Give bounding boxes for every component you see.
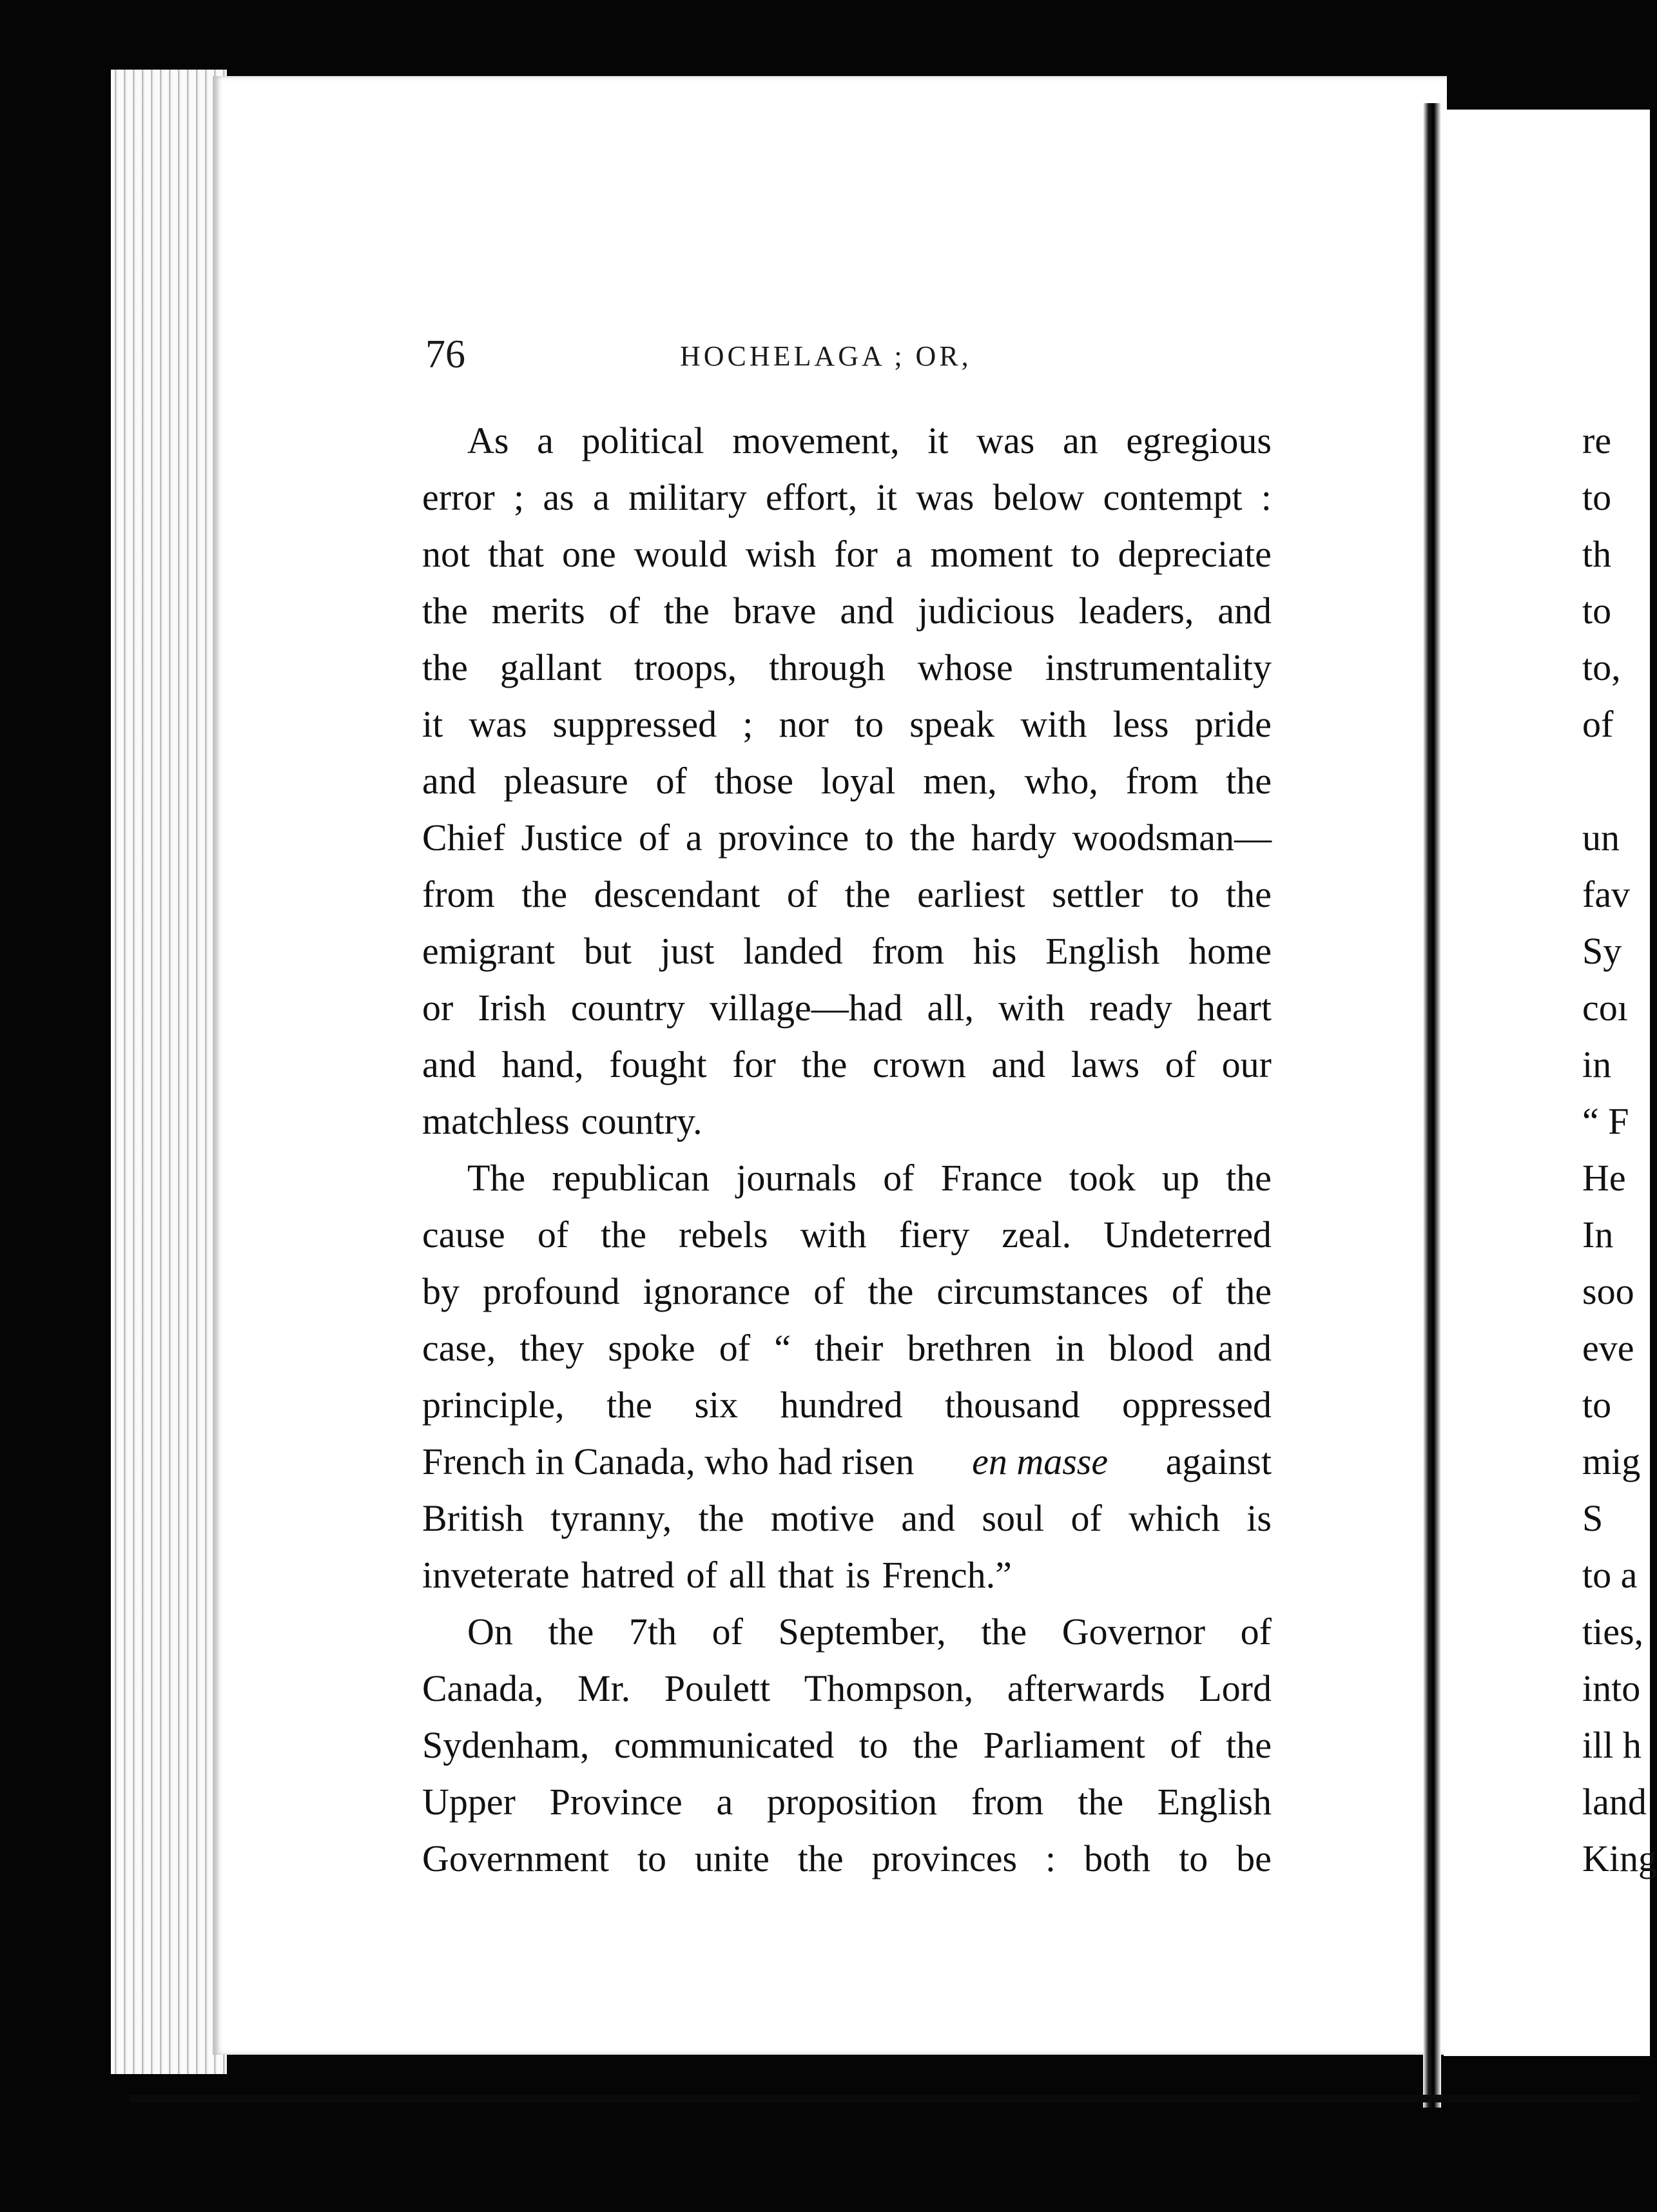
- word: the: [1226, 873, 1272, 915]
- text-line: [422, 980, 1272, 1036]
- text-line-with-italic: [422, 1433, 1272, 1490]
- word: the: [1226, 1270, 1272, 1312]
- word: 7th: [628, 1611, 677, 1653]
- word: :: [1261, 476, 1272, 518]
- word: to: [637, 1838, 666, 1879]
- word: province: [718, 817, 849, 859]
- word: to: [864, 817, 894, 859]
- word: and: [1217, 590, 1272, 632]
- text-line: [422, 1150, 1272, 1207]
- word: the: [601, 1214, 647, 1256]
- word: gallant: [499, 646, 602, 688]
- word: but: [583, 930, 632, 972]
- word: hand,: [501, 1043, 584, 1085]
- word: emigrant: [422, 930, 556, 972]
- word: proposition: [766, 1781, 938, 1823]
- word: and: [840, 590, 895, 632]
- word: the: [521, 873, 568, 915]
- word: to: [1179, 1838, 1208, 1879]
- word: and: [991, 1043, 1046, 1085]
- word: instrumentality: [1045, 646, 1272, 688]
- word: a: [716, 1781, 733, 1823]
- facing-page-line: th: [1582, 533, 1612, 575]
- word: was: [916, 476, 974, 518]
- word: their: [815, 1327, 884, 1369]
- word: less: [1112, 703, 1169, 745]
- facing-page-line: coı: [1582, 987, 1628, 1029]
- text-line: [422, 1547, 1272, 1604]
- word: Lord: [1199, 1667, 1272, 1709]
- facing-page-line: S: [1582, 1497, 1604, 1539]
- word: an: [1063, 420, 1098, 461]
- word: ;: [513, 476, 525, 518]
- word: those: [714, 760, 793, 802]
- word: Governor: [1061, 1611, 1206, 1653]
- word: the: [1226, 1724, 1272, 1766]
- word: Irish: [478, 987, 547, 1029]
- word: circumstances: [936, 1270, 1148, 1312]
- facing-page-line: to a: [1582, 1554, 1638, 1596]
- word: the: [1078, 1781, 1124, 1823]
- word: ;: [742, 703, 753, 745]
- word: cause: [422, 1214, 505, 1256]
- word: landed: [743, 930, 843, 972]
- word: to: [1071, 533, 1100, 575]
- word: and: [1217, 1327, 1272, 1369]
- word: French.”: [882, 1554, 1012, 1596]
- word: British: [422, 1497, 524, 1539]
- word: who,: [1024, 760, 1098, 802]
- word: crown: [872, 1043, 966, 1085]
- facing-page-line: soo: [1582, 1270, 1634, 1312]
- word: Upper: [422, 1781, 516, 1823]
- word: the: [1226, 760, 1272, 802]
- word: it: [876, 476, 897, 518]
- word: troops,: [634, 646, 737, 688]
- word: that: [488, 533, 545, 575]
- word: movement,: [732, 420, 900, 461]
- word: Province: [549, 1781, 683, 1823]
- text-line: [422, 866, 1272, 923]
- word: to: [1170, 873, 1199, 915]
- text-line: [422, 1036, 1272, 1093]
- word: case,: [422, 1327, 496, 1369]
- facing-page-line: land: [1582, 1781, 1647, 1823]
- word: six: [694, 1384, 739, 1426]
- word: which: [1129, 1497, 1220, 1539]
- word: home: [1188, 930, 1272, 972]
- word: Sydenham,: [422, 1724, 590, 1766]
- word: Poulett: [664, 1667, 771, 1709]
- word: of: [1071, 1497, 1102, 1539]
- scan-bottom-edge: [129, 2095, 1640, 2102]
- word: effort,: [766, 476, 858, 518]
- facing-page-line: ill h: [1582, 1724, 1642, 1766]
- word: country.: [581, 1100, 703, 1142]
- text-line: [422, 810, 1272, 866]
- running-head: [425, 329, 1270, 380]
- word: “: [774, 1327, 791, 1369]
- word: hundred: [780, 1384, 903, 1426]
- page-number: 76: [425, 333, 465, 376]
- word: Parliament: [983, 1724, 1145, 1766]
- facing-page-line: ties,: [1582, 1611, 1644, 1653]
- word: of: [1240, 1611, 1272, 1653]
- word: fought: [609, 1043, 707, 1085]
- word: woodsman—: [1072, 817, 1272, 859]
- text-line: [422, 1263, 1272, 1320]
- word: village—had: [709, 987, 903, 1029]
- word: the: [909, 817, 956, 859]
- word: for: [732, 1043, 776, 1085]
- word: they: [519, 1327, 585, 1369]
- text-segment: French in Canada, who had risen: [422, 1441, 915, 1482]
- word: Undeterred: [1103, 1214, 1272, 1256]
- facing-page-line: to: [1582, 590, 1612, 632]
- word: of: [686, 1554, 717, 1596]
- word: the: [1226, 1157, 1272, 1199]
- word: from: [422, 873, 495, 915]
- facing-page-line: “ F: [1582, 1100, 1629, 1142]
- facing-page-line: to,: [1582, 646, 1621, 688]
- word: both: [1084, 1838, 1151, 1879]
- word: nor: [779, 703, 829, 745]
- word: settler: [1052, 873, 1143, 915]
- text-line: [422, 1490, 1272, 1547]
- body-text: [422, 412, 1272, 1887]
- facing-page-line: He: [1582, 1157, 1626, 1199]
- book-gutter: [1423, 103, 1441, 2108]
- word: the: [698, 1497, 744, 1539]
- facing-page-text-fragment: [1582, 412, 1657, 1887]
- word: a: [895, 533, 913, 575]
- word: and: [901, 1497, 956, 1539]
- word: his: [973, 930, 1017, 972]
- word: hardy: [971, 817, 1057, 859]
- word: On: [467, 1611, 513, 1653]
- word: the: [422, 646, 468, 688]
- word: Canada,: [422, 1667, 544, 1709]
- word: the: [867, 1270, 914, 1312]
- word: from: [971, 1781, 1044, 1823]
- word: of: [719, 1327, 751, 1369]
- text-line: [422, 1207, 1272, 1263]
- word: be: [1236, 1838, 1272, 1879]
- word: to: [858, 1724, 888, 1766]
- word: it: [422, 703, 443, 745]
- word: brave: [733, 590, 817, 632]
- text-line: [422, 1717, 1272, 1774]
- word: military: [628, 476, 747, 518]
- word: of: [883, 1157, 915, 1199]
- word: inveterate: [422, 1554, 570, 1596]
- word: one: [562, 533, 616, 575]
- word: the: [797, 1838, 844, 1879]
- word: with: [1020, 703, 1087, 745]
- word: and: [422, 760, 476, 802]
- word: for: [834, 533, 878, 575]
- word: loyal: [820, 760, 896, 802]
- running-head-title: HOCHELAGA ; OR,: [680, 340, 972, 372]
- word: afterwards: [1007, 1667, 1165, 1709]
- text-line: [422, 696, 1272, 753]
- word: Thompson,: [804, 1667, 974, 1709]
- text-line: [422, 1774, 1272, 1830]
- word: is: [845, 1554, 871, 1596]
- word: Government: [422, 1838, 609, 1879]
- word: of: [813, 1270, 845, 1312]
- text-line: [422, 1377, 1272, 1433]
- word: matchless: [422, 1100, 570, 1142]
- word: of: [712, 1611, 743, 1653]
- word: September,: [778, 1611, 946, 1653]
- word: Mr.: [577, 1667, 631, 1709]
- word: was: [976, 420, 1035, 461]
- word: rebels: [679, 1214, 768, 1256]
- word: France: [940, 1157, 1043, 1199]
- word: provinces: [871, 1838, 1018, 1879]
- word: whose: [917, 646, 1013, 688]
- word: communicated: [614, 1724, 835, 1766]
- word: in: [1055, 1327, 1085, 1369]
- word: merits: [491, 590, 585, 632]
- word: with: [998, 987, 1065, 1029]
- word: heart: [1197, 987, 1272, 1029]
- word: speak: [909, 703, 995, 745]
- word: took: [1069, 1157, 1136, 1199]
- text-line: [422, 1320, 1272, 1377]
- text-line: [422, 1660, 1272, 1717]
- word: spoke: [608, 1327, 695, 1369]
- word: the: [913, 1724, 959, 1766]
- word: leaders,: [1078, 590, 1194, 632]
- word: zeal.: [1002, 1214, 1072, 1256]
- text-line: [422, 469, 1272, 526]
- word: earliest: [917, 873, 1025, 915]
- facing-page-line: to: [1582, 476, 1612, 518]
- word: As: [467, 420, 509, 461]
- word: tyranny,: [550, 1497, 672, 1539]
- word: the: [606, 1384, 652, 1426]
- word: a: [685, 817, 703, 859]
- word: profound: [482, 1270, 620, 1312]
- word: from: [1125, 760, 1199, 802]
- word: below: [993, 476, 1085, 518]
- word: egregious: [1126, 420, 1272, 461]
- text-line: [422, 412, 1272, 469]
- facing-page-line: in: [1582, 1043, 1612, 1085]
- word: a: [593, 476, 610, 518]
- word: blood: [1108, 1327, 1194, 1369]
- word: moment: [930, 533, 1053, 575]
- word: all,: [927, 987, 974, 1029]
- word: men,: [923, 760, 997, 802]
- text-line: [422, 639, 1272, 696]
- word: descendant: [594, 873, 761, 915]
- word: English: [1045, 930, 1160, 972]
- word: pride: [1194, 703, 1272, 745]
- word: of: [638, 817, 670, 859]
- word: oppressed: [1122, 1384, 1272, 1426]
- text-line: [422, 1830, 1272, 1887]
- word: judicious: [918, 590, 1055, 632]
- facing-page-line: In: [1582, 1214, 1614, 1256]
- word: of: [1170, 1724, 1201, 1766]
- facing-page-line: into: [1582, 1667, 1641, 1709]
- word: journals: [736, 1157, 857, 1199]
- word: English: [1157, 1781, 1272, 1823]
- facing-page-line: re: [1582, 420, 1612, 461]
- word: as: [543, 476, 574, 518]
- word: pleasure: [503, 760, 628, 802]
- word: not: [422, 533, 470, 575]
- word: of: [655, 760, 687, 802]
- word: :: [1045, 1838, 1056, 1879]
- word: is: [1246, 1497, 1272, 1539]
- word: or: [422, 987, 454, 1029]
- word: just: [660, 930, 715, 972]
- word: through: [769, 646, 886, 688]
- word: laws: [1071, 1043, 1140, 1085]
- word: political: [581, 420, 704, 461]
- word: of: [1171, 1270, 1203, 1312]
- facing-page-line: King: [1582, 1838, 1657, 1879]
- word: motive: [770, 1497, 875, 1539]
- word: it: [927, 420, 949, 461]
- word: Chief: [422, 817, 505, 859]
- word: the: [801, 1043, 848, 1085]
- word: the: [663, 590, 710, 632]
- word: our: [1221, 1043, 1272, 1085]
- italic-phrase: en masse: [972, 1441, 1109, 1482]
- text-line: [422, 1093, 1272, 1150]
- word: a: [537, 420, 554, 461]
- facing-page-line: un: [1582, 817, 1620, 859]
- text-line: [422, 923, 1272, 980]
- text-line: [422, 1604, 1272, 1660]
- word: of: [537, 1214, 569, 1256]
- facing-page-line: fav: [1582, 873, 1631, 915]
- word: would: [634, 533, 728, 575]
- text-segment: against: [1165, 1441, 1272, 1482]
- word: of: [786, 873, 819, 915]
- word: and: [422, 1043, 476, 1085]
- word: republican: [552, 1157, 710, 1199]
- word: of: [608, 590, 640, 632]
- word: brethren: [907, 1327, 1032, 1369]
- word: by: [422, 1270, 460, 1312]
- word: was: [469, 703, 527, 745]
- word: to: [854, 703, 884, 745]
- word: soul: [982, 1497, 1045, 1539]
- page-edges: [111, 70, 227, 2074]
- word: depreciate: [1118, 533, 1272, 575]
- text-line: [422, 753, 1272, 810]
- word: principle,: [422, 1384, 565, 1426]
- word: error: [422, 476, 495, 518]
- facing-page-line: of: [1582, 703, 1614, 745]
- word: contempt: [1103, 476, 1243, 518]
- word: fiery: [898, 1214, 970, 1256]
- text-line: [422, 526, 1272, 583]
- word: The: [467, 1157, 526, 1199]
- word: from: [871, 930, 945, 972]
- word: the: [844, 873, 891, 915]
- word: the: [981, 1611, 1027, 1653]
- word: of: [1165, 1043, 1197, 1085]
- facing-page-line: to: [1582, 1384, 1612, 1426]
- word: all: [728, 1554, 766, 1596]
- facing-page-line: [1582, 753, 1640, 810]
- word: hatred: [581, 1554, 675, 1596]
- word: up: [1161, 1157, 1199, 1199]
- word: Justice: [521, 817, 623, 859]
- word: the: [548, 1611, 594, 1653]
- word: that: [777, 1554, 834, 1596]
- text-line: [422, 583, 1272, 639]
- word: suppressed: [552, 703, 717, 745]
- word: ready: [1089, 987, 1173, 1029]
- facing-page-line: eve: [1582, 1327, 1634, 1369]
- facing-page-line: mig: [1582, 1441, 1641, 1482]
- word: unite: [694, 1838, 770, 1879]
- word: with: [800, 1214, 867, 1256]
- word: wish: [745, 533, 817, 575]
- word: country: [570, 987, 685, 1029]
- word: the: [422, 590, 468, 632]
- word: ignorance: [643, 1270, 791, 1312]
- word: thousand: [945, 1384, 1080, 1426]
- facing-page-line: Sy: [1582, 930, 1622, 972]
